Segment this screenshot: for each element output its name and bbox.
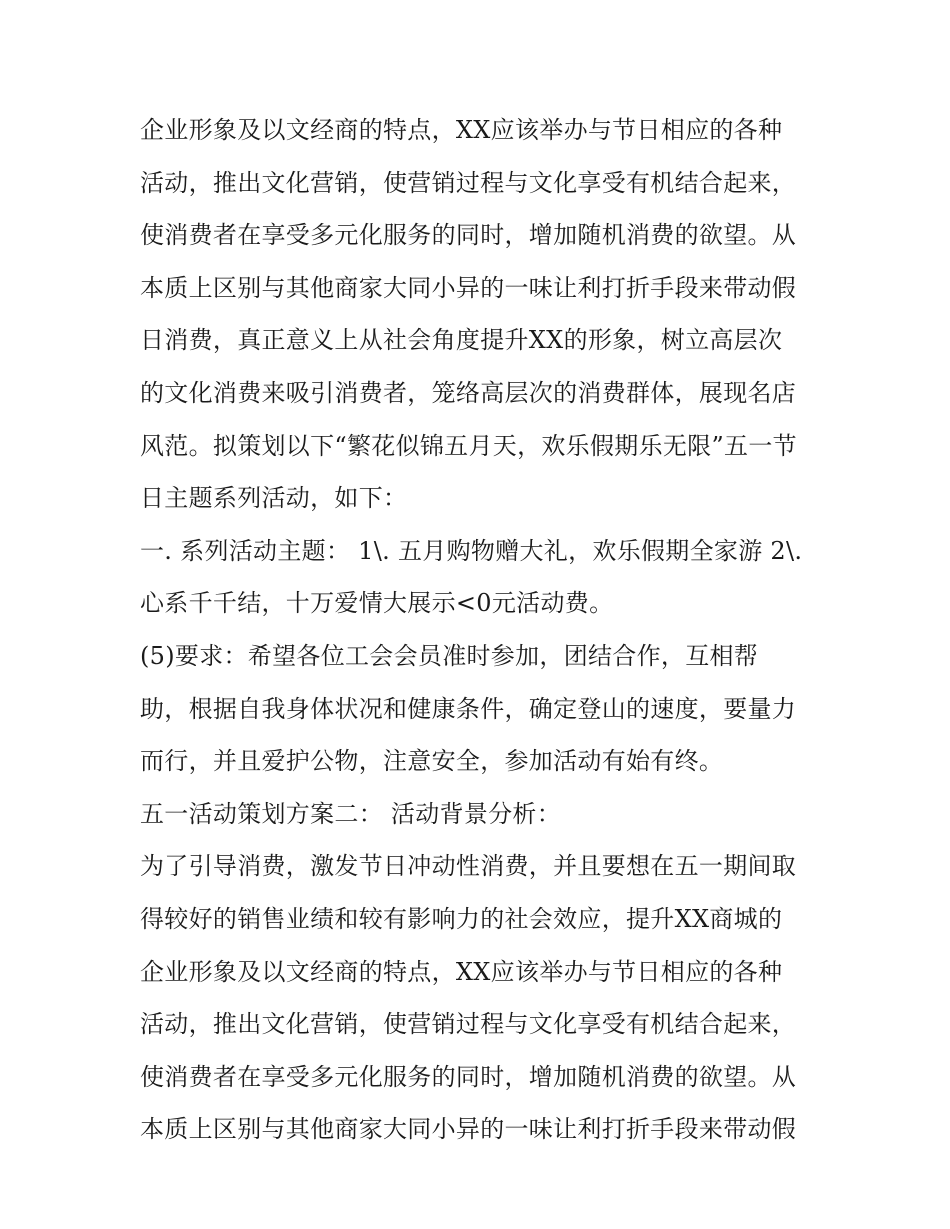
text-line: 活动，推出文化营销，使营销过程与文化享受有机结合起来， [140,168,797,197]
text-line: 五一活动策划方案二： 活动背景分析： [140,799,562,828]
text-line: 本质上区别与其他商家大同小异的一味让利打折手段来带动假 [140,1115,797,1144]
text-line: 一. 系列活动主题： 1\. 五月购物赠大礼，欢乐假期全家游 2\. [140,536,803,565]
text-line: 本质上区别与其他商家大同小异的一味让利打折手段来带动假 [140,273,797,302]
text-line: 得较好的销售业绩和较有影响力的社会效应，提升XX商城的 [140,904,783,933]
text-line: 心系千千结，十万爱情大展示<0元活动费。 [140,589,614,618]
text-line: 的文化消费来吸引消费者，笼络高层次的消费群体，展现名店 [140,378,797,407]
text-line: 企业形象及以文经商的特点，XX应该举办与节日相应的各种 [140,116,783,144]
text-line: 为了引导消费，激发节日冲动性消费，并且要想在五一期间取 [140,852,797,881]
text-line: 助，根据自我身体状况和健康条件，确定登山的速度，要量力 [140,694,797,723]
text-line: 使消费者在享受多元化服务的同时，增加随机消费的欲望。从 [140,221,797,250]
text-line: 而行，并且爱护公物，注意安全，参加活动有始有终。 [140,747,724,776]
text-line: 企业形象及以文经商的特点，XX应该举办与节日相应的各种 [140,957,783,986]
document-body [140,104,830,1156]
text-line: 使消费者在享受多元化服务的同时，增加随机消费的欲望。从 [140,1062,797,1091]
text-line: (5)要求：希望各位工会会员准时参加，团结合作，互相帮 [140,641,759,670]
text-line: 活动，推出文化营销，使营销过程与文化享受有机结合起来， [140,1010,797,1039]
text-line: 日主题系列活动，如下： [140,484,408,513]
text-line: 日消费，真正意义上从社会角度提升XX的形象，树立高层次 [140,326,783,355]
text-line: 风范。拟策划以下“繁花似锦五月天，欢乐假期乐无限”五一节 [140,431,797,460]
